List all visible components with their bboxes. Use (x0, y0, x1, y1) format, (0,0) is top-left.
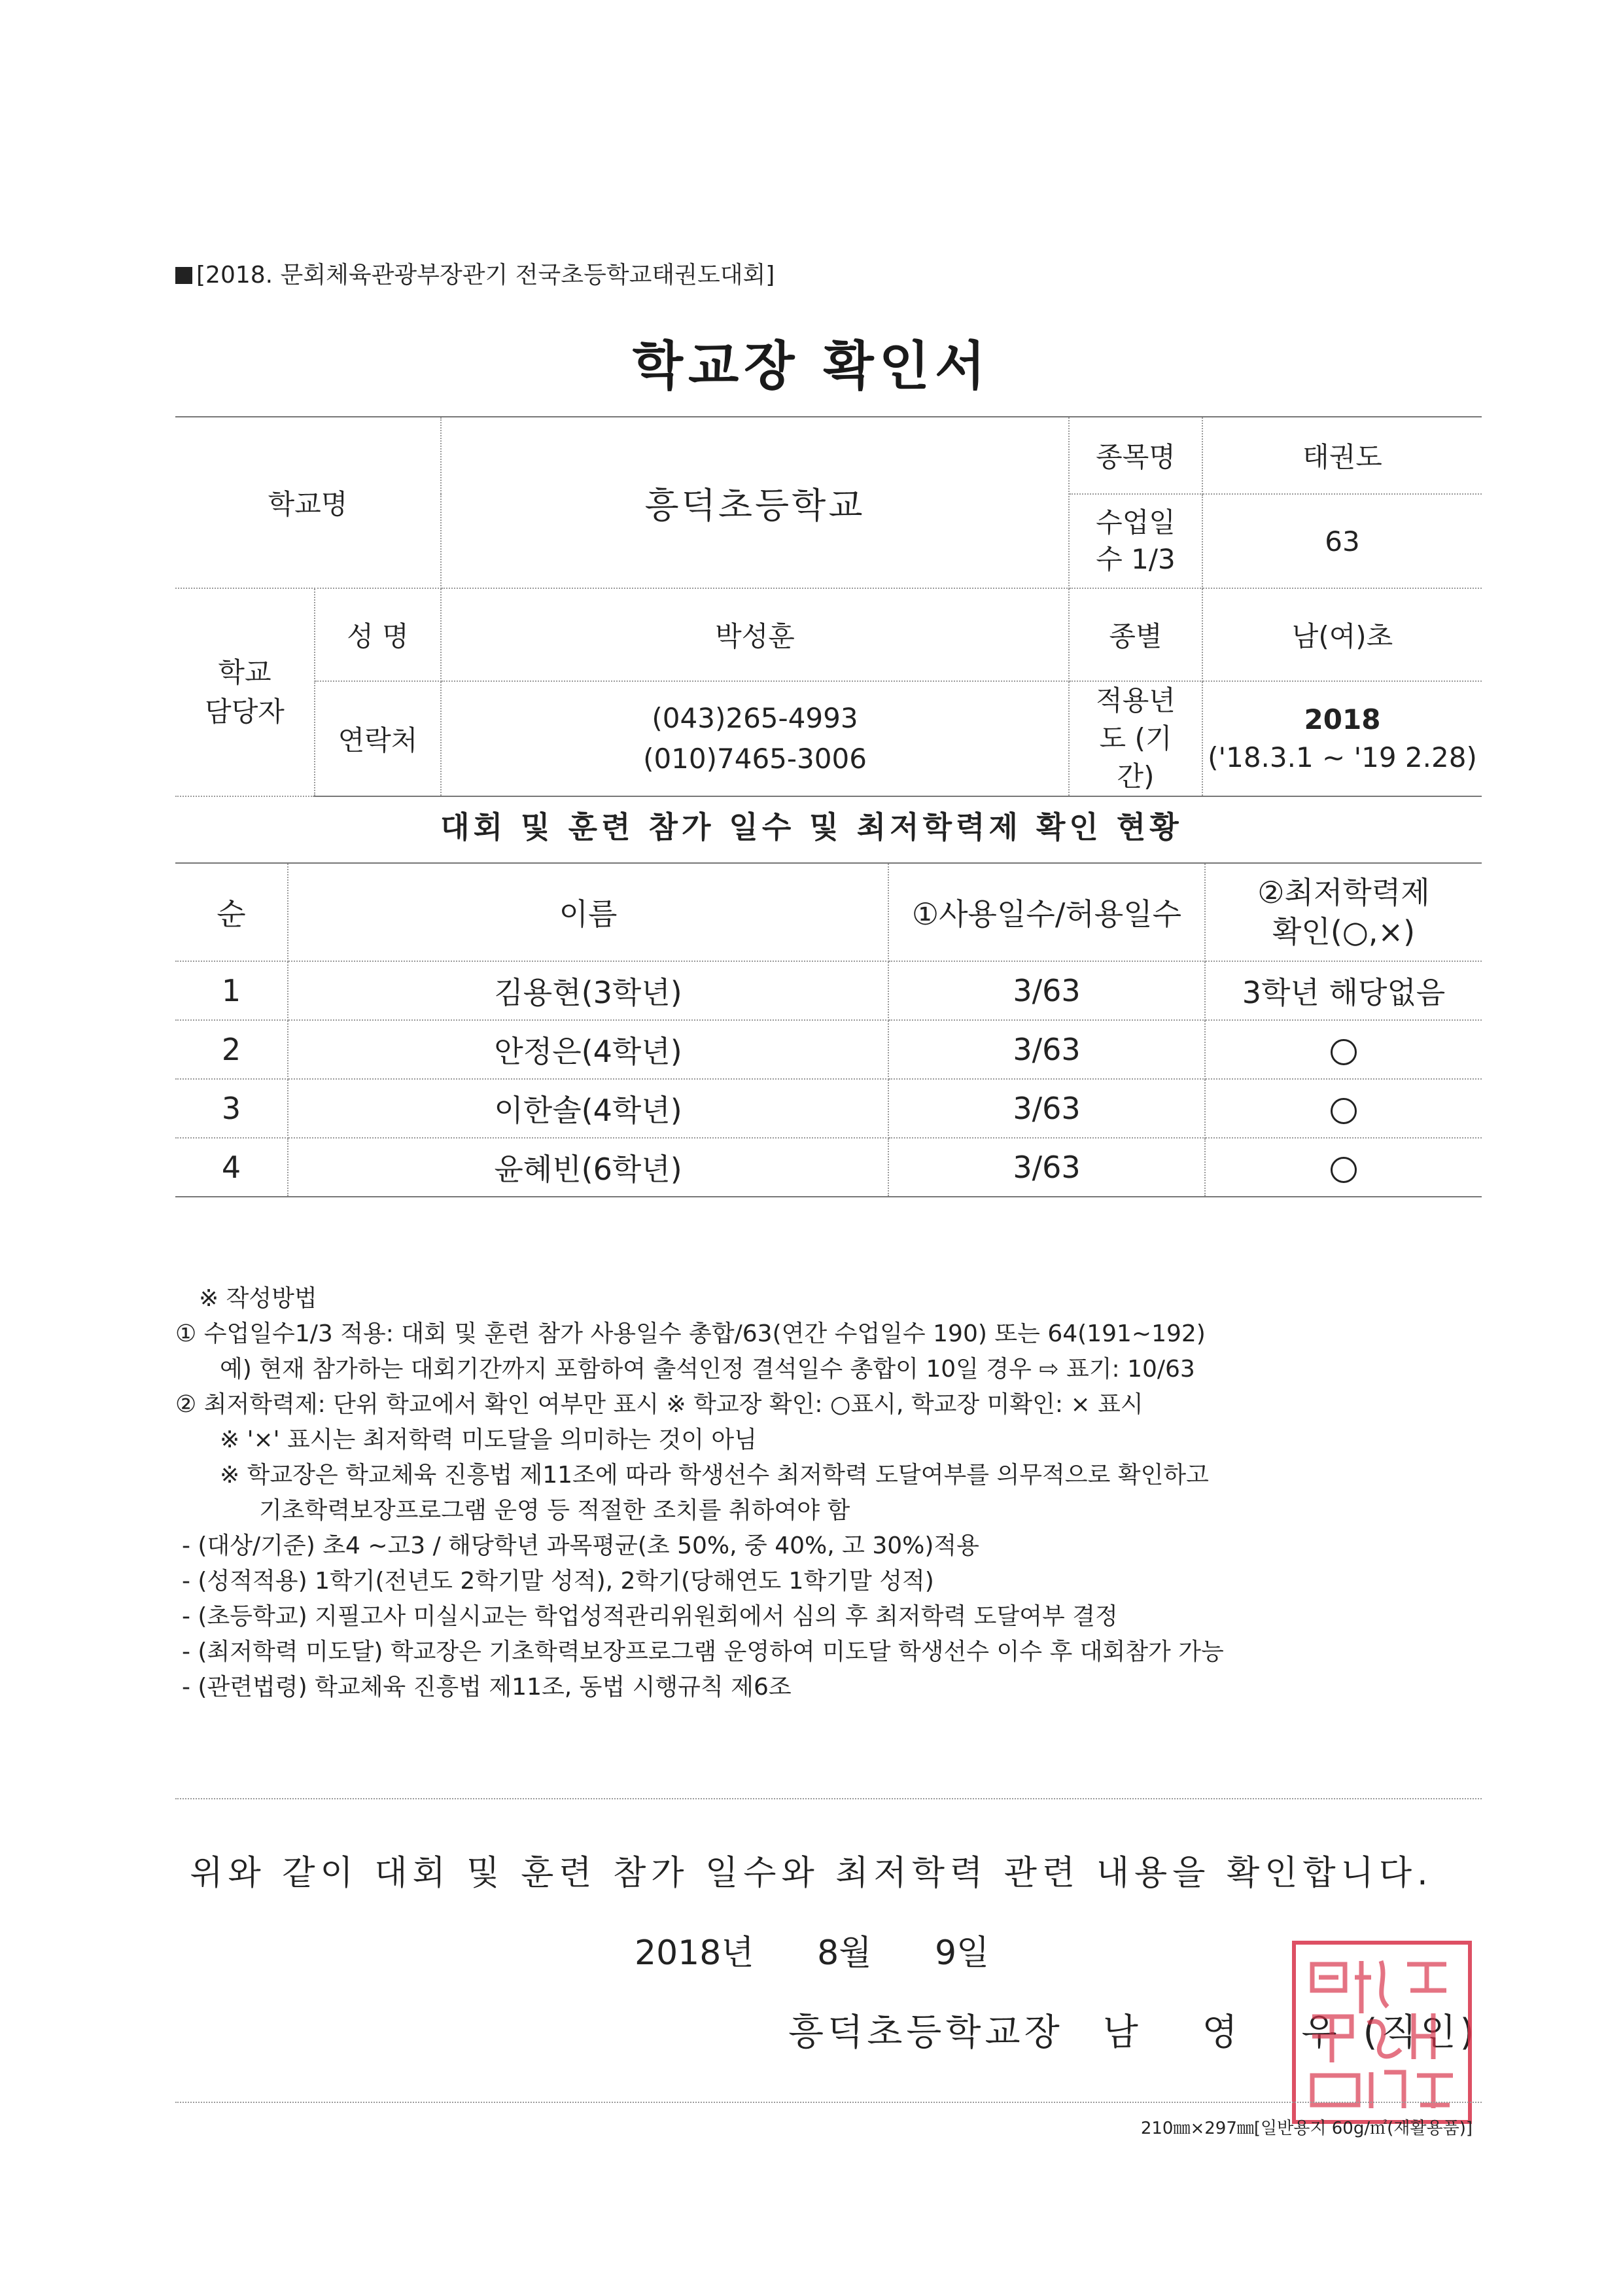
school-label: 학교명 (175, 417, 441, 588)
row-name: 이한솔(4학년) (288, 1079, 888, 1138)
note-line: - (최저학력 미도달) 학교장은 기초학력보장프로그램 운영하여 미도달 학생선수 이수 후 대회참가 가능 (182, 1638, 1224, 1665)
name-value: 박성훈 (441, 588, 1069, 681)
row-check: 3학년 해당없음 (1205, 961, 1482, 1020)
document-title: 학교장 확인서 (632, 336, 991, 397)
date-day: 9일 (934, 1934, 990, 1973)
row-days: 3/63 (888, 1079, 1205, 1138)
note-line: - (성적적용) 1학기(전년도 2학기말 성적), 2학기(당해연도 1학기말 성적) (182, 1568, 934, 1595)
note-line: ※ '×' 표시는 최저학력 미도달을 의미하는 것이 아님 (220, 1426, 757, 1453)
confirmation-text: 위와 같이 대회 및 훈련 참가 일수와 최저학력 관련 내용을 확인합니다. (190, 1854, 1433, 1893)
section-title: 대회 및 훈련 참가 일수 및 최저학력제 확인 현황 (440, 809, 1183, 845)
row-check (1205, 1020, 1482, 1079)
note-line: - (관련법령) 학교체육 진흥법 제11조, 동법 시행규칙 제6조 (182, 1674, 792, 1701)
divider (175, 2102, 1482, 2103)
participants-table (175, 862, 1482, 1197)
divider (175, 1798, 1482, 1799)
year-number: 2018 (1304, 703, 1381, 735)
phone-1: (043)265-4993 (652, 702, 858, 734)
row-no: 2 (175, 1020, 288, 1079)
seal-pattern-icon (1296, 1945, 1468, 2120)
row-no: 3 (175, 1079, 288, 1138)
row-no: 1 (175, 961, 288, 1020)
table-row (175, 961, 1482, 1020)
contact-value (441, 681, 1069, 796)
row-days: 3/63 (888, 961, 1205, 1020)
header-check: ②최저학력제 확인(○,×) (1205, 863, 1482, 961)
sport-label: 종목명 (1069, 417, 1202, 494)
event-title: [2018. 문회체육관광부장관기 전국초등학교태권도대회] (175, 256, 775, 290)
row-check (1205, 1079, 1482, 1138)
header-name: 이름 (288, 863, 888, 961)
header-days: ①사용일수/허용일수 (888, 863, 1205, 961)
category-label: 종별 (1069, 588, 1202, 681)
note-line: 기초학력보장프로그램 운영 등 적절한 조치를 취하여야 함 (259, 1497, 850, 1524)
year-value (1202, 681, 1482, 796)
days-label: 수업일수 1/3 (1069, 494, 1202, 588)
notes-heading: ※ 작성방법 (199, 1285, 317, 1312)
square-bullet-icon (175, 267, 192, 284)
official-seal-stamp (1292, 1941, 1472, 2124)
principal-title: 흥덕초등학교장 (788, 2011, 1064, 2054)
row-days: 3/63 (888, 1138, 1205, 1197)
sport-value: 태권도 (1202, 417, 1482, 494)
row-check (1205, 1138, 1482, 1197)
issue-date (635, 1925, 989, 1974)
note-line: - (대상/기준) 초4 ~고3 / 해당학년 과목평균(초 50%, 중 40%, 고 30%)적용 (182, 1532, 979, 1559)
circle-mark-icon (1331, 1157, 1357, 1183)
date-year: 2018년 (635, 1934, 754, 1973)
row-name: 윤혜빈(6학년) (288, 1138, 888, 1197)
table-row (175, 1138, 1482, 1197)
row-days: 3/63 (888, 1020, 1205, 1079)
phone-2: (010)7465-3006 (643, 743, 867, 775)
principal-name: 남 영 우 (1102, 2011, 1363, 2054)
row-name: 김용현(3학년) (288, 961, 888, 1020)
school-name: 흥덕초등학교 (441, 417, 1069, 588)
row-no: 4 (175, 1138, 288, 1197)
note-line: ※ 학교장은 학교체육 진흥법 제11조에 따라 학생선수 최저학력 도달여부를 의무적으로 확인하고 (220, 1462, 1209, 1489)
paper-spec-footer: 210㎜×297㎜[일반용지 60g/㎡(재활용품)] (1140, 2119, 1473, 2138)
circle-mark-icon (1331, 1039, 1357, 1065)
note-line: - (초등학교) 지필고사 미실시교는 학업성적관리위원회에서 심의 후 최저학력 도달여부 결정 (182, 1603, 1118, 1630)
date-month: 8월 (817, 1934, 872, 1973)
circle-mark-icon (1331, 1098, 1357, 1124)
year-label: 적용년도 (기간) (1069, 681, 1202, 796)
row-name: 안정은(4학년) (288, 1020, 888, 1079)
info-table (175, 416, 1482, 797)
header-no: 순 (175, 863, 288, 961)
manager-label: 학교 담당자 (175, 588, 315, 796)
category-value: 남(여)초 (1202, 588, 1482, 681)
seal-label: (직인) (1363, 2011, 1478, 2054)
writing-instructions (175, 1281, 1484, 1705)
note-line: ② 최저학력제: 단위 학교에서 확인 여부만 표시 ※ 학교장 확인: ○표시, 학교장 미확인: × 표시 (175, 1391, 1143, 1418)
table-row (175, 1079, 1482, 1138)
contact-label: 연락처 (315, 681, 441, 796)
table-row (175, 1020, 1482, 1079)
name-label: 성 명 (315, 588, 441, 681)
note-line: 예) 현재 참가하는 대회기간까지 포함하여 출석인정 결석일수 총합이 10일 경우 ⇨ 표기: 10/63 (220, 1356, 1195, 1383)
year-period: ('18.3.1 ~ '19 2.28) (1208, 741, 1477, 773)
note-line: ① 수업일수1/3 적용: 대회 및 훈련 참가 사용일수 총합/63(연간 수업일수 190) 또는 64(191~192) (175, 1320, 1206, 1347)
days-value: 63 (1202, 494, 1482, 588)
